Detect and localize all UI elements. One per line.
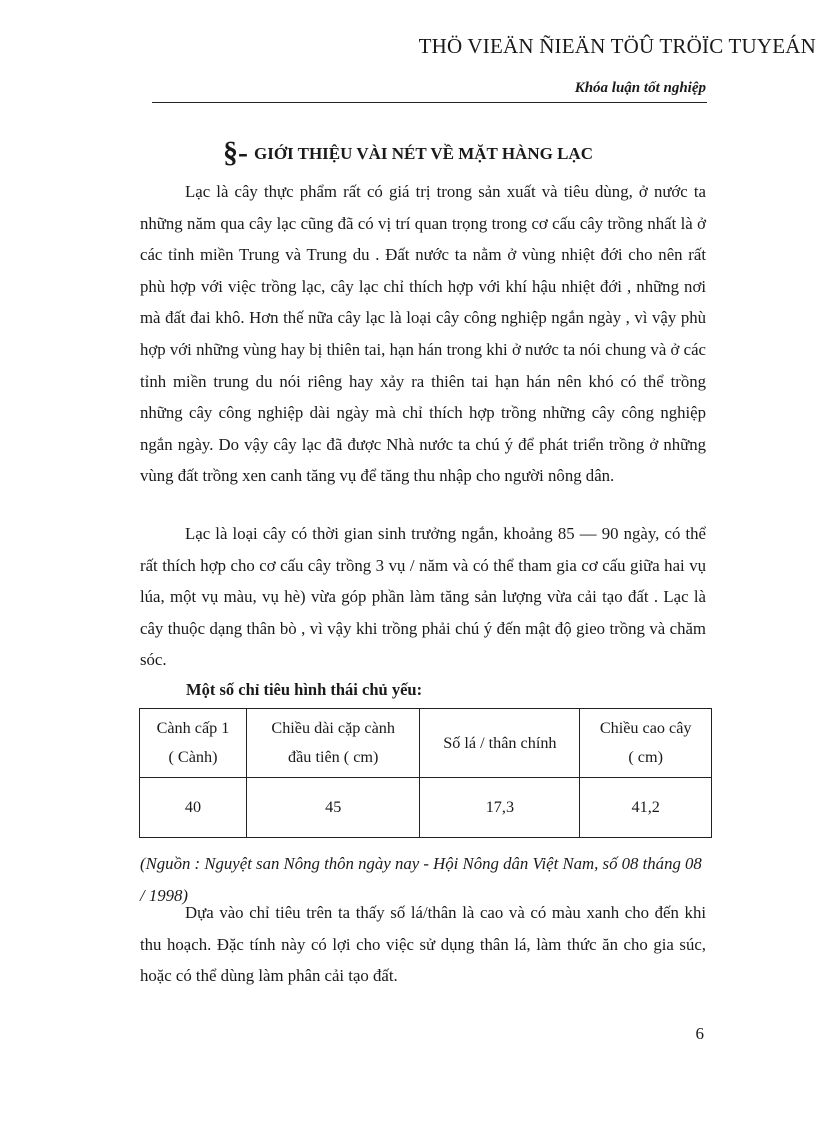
section-symbol: §- <box>223 136 248 169</box>
source-citation: (Nguồn : Nguyệt san Nông thôn ngày nay - Hội Nông dân Việt Nam, số 08 tháng 08 / 1998) <box>140 854 702 905</box>
paragraph-conclusion: Dựa vào chỉ tiêu trên ta thấy số lá/thân là cao và có màu xanh cho đến khi thu hoạch. Đặc tính này có lợi cho việc sử dụng thân lá, làm thức ăn cho gia súc, hoặc có thể dùng làm phân cải tạo đất. <box>140 903 706 986</box>
page-number: 6 <box>695 1024 704 1043</box>
value-cell-branches: 40 <box>140 778 247 838</box>
header-cell-branches: Cành cấp 1 ( Cành) <box>140 709 247 778</box>
page-title <box>0 136 816 170</box>
watermark-text: THÖ VIEÄN ÑIEÄN TÖÛ TRÖÏC TUYEÁN <box>418 34 816 58</box>
header-cell-branch-length: Chiều dài cặp cành đầu tiên ( cm) <box>247 709 420 778</box>
table-row <box>140 778 712 838</box>
title-text: GIỚI THIỆU VÀI NÉT VỀ MẶT HÀNG LẠC <box>254 144 593 163</box>
morphology-table <box>139 708 712 838</box>
value-cell-height: 41,2 <box>580 778 712 838</box>
header-divider <box>152 102 707 103</box>
value-cell-leaves: 17,3 <box>420 778 580 838</box>
header-cell-leaves: Số lá / thân chính <box>420 709 580 778</box>
header-cell-height: Chiều cao cây ( cm) <box>580 709 712 778</box>
paragraph-intro: Lạc là cây thực phẩm rất có giá trị trong sản xuất và tiêu dùng, ở nước ta những năm qua cây lạc cũng đã có vị trí quan trọng trong cơ cấu cây trồng nhất là ở các tỉnh miền Trung và Trung du . Đất nước ta nằm ở vùng nhiệt đới cho nên rất phù hợp với việc trồng lạc, cây lạc chỉ thích hợp với khí hậu nhiệt đới , những nơi mà đất đai khô. Hơn thế nữa cây lạc là loại cây công nghiệp ngắn ngày , vì vậy phù hợp với những vùng hay bị thiên tai, hạn hán trong khi ở nước ta nói chung và ở các tỉnh miền trung du nói riêng hay xảy ra thiên tai hạn hán nên khó có thể trồng những cây công nghiệp dài ngày mà chỉ thích hợp trồng những cây công nghiệp ngắn ngày. Do vậy cây lạc đã được Nhà nước ta chú ý để phát triển trồng ở những vùng đất trồng xen canh tăng vụ để tăng thu nhập cho người nông dân. <box>140 182 706 486</box>
table-header-row <box>140 709 712 778</box>
value-cell-branch-length: 45 <box>247 778 420 838</box>
header-subtitle: Khóa luận tốt nghiệp <box>574 80 706 96</box>
table-caption: Một số chỉ tiêu hình thái chủ yếu: <box>186 680 423 699</box>
paragraph-growth: Lạc là loại cây có thời gian sinh trưởng ngắn, khoảng 85 — 90 ngày, có thể rất thích hợp cho cơ cấu cây trồng 3 vụ / năm và có thể tham gia cơ cấu giữa hai vụ lúa, một vụ màu, vụ hè) vừa góp phần làm tăng sản lượng vừa cải tạo đất . Lạc là cây thuộc dạng thân bò , vì vậy khi trồng phải chú ý đến mật độ gieo trồng và chăm sóc. <box>140 524 706 670</box>
